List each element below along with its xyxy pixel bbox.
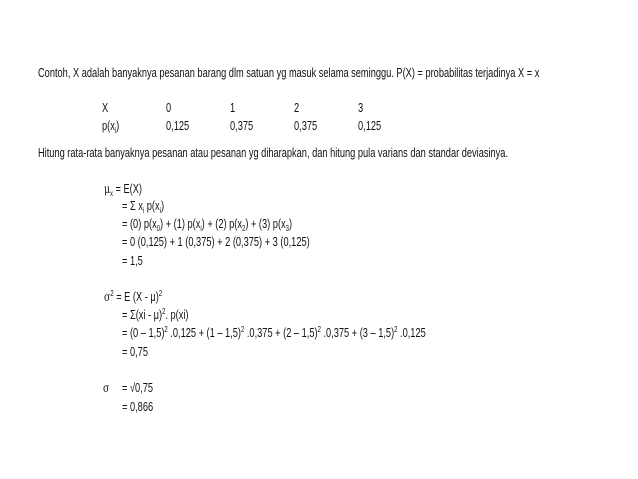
table-x-value: 1 bbox=[230, 101, 236, 115]
table-p-value: 0,125 bbox=[358, 119, 382, 133]
std-line-1: = 0,866 bbox=[122, 400, 154, 414]
table-p-label: $p(x_i)$ bbox=[102, 119, 120, 135]
std-symbol: σ bbox=[103, 380, 110, 395]
std-head: = √0,75 bbox=[122, 381, 154, 395]
mean-line-3: = 0 (0,125) + 1 (0,375) + 2 (0,375) + 3 (0,125) bbox=[122, 235, 310, 249]
table-x-label: X bbox=[102, 101, 109, 115]
variance-line-3: = 0,75 bbox=[122, 345, 148, 359]
table-x-value: 3 bbox=[358, 101, 364, 115]
mean-line-2: = (0) $p(x_0) + (1) p(x_i) + (2) p(x_2) + (3)$ $p(x_3)$ bbox=[122, 217, 293, 233]
variance-head: $\sigma^2 = E$ (X - μ)$^2$ bbox=[104, 289, 163, 304]
table-x-value: 2 bbox=[294, 101, 300, 115]
variance-line-1: = Σ(xi - μ)$^2$. p(xi) bbox=[122, 307, 189, 322]
mean-line-1: = Σ $x_i$ $p(x_i)$ bbox=[122, 199, 165, 215]
question-text: Hitung rata-rata banyaknya pesanan atau pesanan yg diharapkan, dan hitung pula varians dan standar deviasinya. bbox=[38, 146, 509, 160]
mean-head: $\mu_x = E(X)$ bbox=[104, 181, 143, 198]
variance-line-2: = (0 – 1,5)$^2$ .0,125 + (1 – 1,5)$^2$ .0,375 + (2 – 1,5)$^2$ .0,375 + (3 – 1,5)$^2$ .0,125 bbox=[122, 325, 426, 340]
table-p-value: 0,375 bbox=[294, 119, 318, 133]
mean-line-4: = 1,5 bbox=[122, 254, 143, 268]
table-p-value: 0,375 bbox=[230, 119, 254, 133]
intro-text: Contoh, X adalah banyaknya pesanan barang dlm satuan yg masuk selama seminggu. P(X) = probabilitas terjadinya X = x bbox=[38, 66, 540, 80]
table-x-value: 0 bbox=[166, 101, 172, 115]
table-p-value: 0,125 bbox=[166, 119, 190, 133]
